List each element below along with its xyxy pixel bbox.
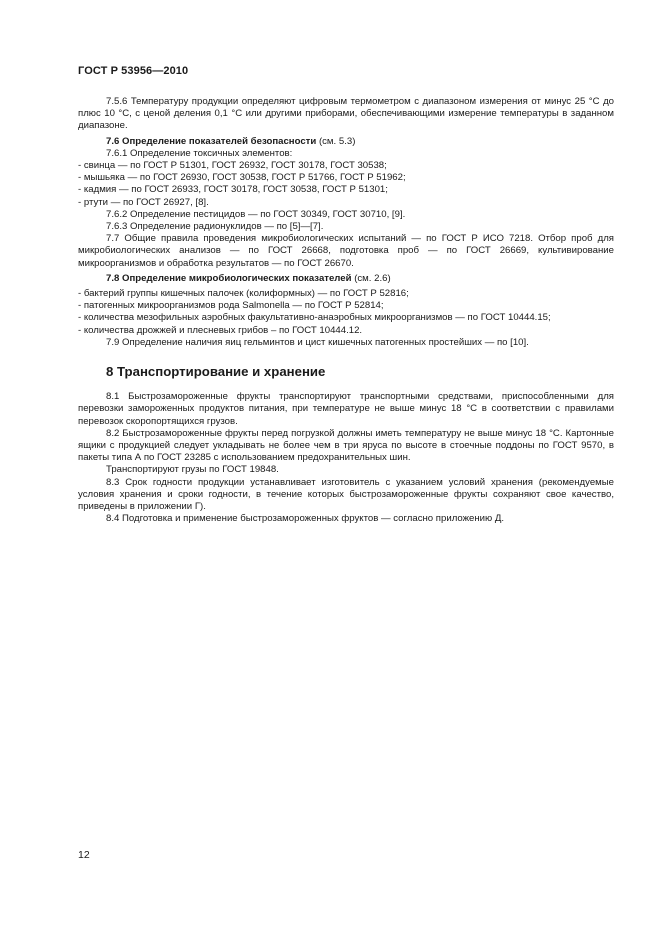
list-item-cadmium: - кадмия — по ГОСТ 26933, ГОСТ 30178, ГОСТ 30538, ГОСТ Р 51301; — [78, 184, 388, 196]
heading-7-6-ref: (см. 5.3) — [318, 135, 356, 147]
heading-7-8-title: Определение микробиологических показателей — [122, 272, 352, 284]
heading-7-8-ref: (см. 2.6) — [354, 272, 391, 284]
list-item-coliforms: - бактерий группы кишечных палочек (колиформных) — по ГОСТ Р 52816; — [78, 288, 409, 300]
list-item-mesophilic: - количества мезофильных аэробных факультативно-анаэробных микроорганизмов — по ГОСТ 10444.15; — [78, 312, 551, 324]
list-item-mercury: - ртути — по ГОСТ 26927, [8]. — [78, 196, 209, 208]
section-heading-8: 8 Транспортирование и хранение — [106, 364, 326, 380]
paragraph-7-9: 7.9 Определение наличия яиц гельминтов и цист кишечных патогенных простейших — по [10]. — [106, 336, 529, 348]
paragraph-7-6-2: 7.6.2 Определение пестицидов — по ГОСТ 30349, ГОСТ 30710, [9]. — [106, 208, 406, 220]
paragraph-7-5-6: 7.5.6 Температуру продукции определяют цифровым термометром с диапазоном измерения от минус 25 °С до плюс 10 °С, с ценой деления 0,1 °С или другими приборами, обеспечивающими измерение температуры в заданном диапазоне. — [78, 96, 614, 132]
heading-7-6-number: 7.6 — [106, 135, 120, 147]
standard-header: ГОСТ Р 53956—2010 — [78, 65, 189, 77]
list-item-yeast-mold: - количества дрожжей и плесневых грибов – по ГОСТ 10444.12. — [78, 324, 363, 336]
paragraph-8-4: 8.4 Подготовка и применение быстрозамороженных фруктов — согласно приложению Д. — [106, 513, 505, 525]
paragraph-8-2: 8.2 Быстрозамороженные фрукты перед погрузкой должны иметь температуру не выше минус 18 °С. Картонные ящики с продукцией следует укладывать не более чем в три яруса по высоте в стоечные поддоны по ГОСТ 9570, в пакеты типа А по ГОСТ 23285 с использованием предохранительных шин. — [78, 427, 614, 464]
heading-7-8 — [78, 273, 614, 285]
list-item-salmonella: - патогенных микроорганизмов рода Salmonella — по ГОСТ Р 52814; — [78, 300, 384, 312]
list-item-lead: - свинца — по ГОСТ Р 51301, ГОСТ 26932, ГОСТ 30178, ГОСТ 30538; — [78, 160, 387, 172]
heading-7-6 — [78, 136, 614, 148]
page-number: 12 — [78, 849, 90, 861]
paragraph-8-3: 8.3 Срок годности продукции устанавливает изготовитель с указанием условий хранения (рекомендуемые условия хранения и сроки годности, в течение которых быстрозамороженные фрукты сохраняют свое качество, приведены в приложении Г). — [78, 476, 614, 513]
paragraph-8-2-transport: Транспортируют грузы по ГОСТ 19848. — [106, 464, 279, 476]
paragraph-7-7: 7.7 Общие правила проведения микробиологических испытаний — по ГОСТ Р ИСО 7218. Отбор проб для микробиологических анализов — по ГОСТ 26668, подготовка проб — по ГОСТ 26669, культивирование микроорганизмов и обработка результатов — по ГОСТ 26670. — [78, 233, 614, 269]
document-body — [78, 96, 614, 526]
paragraph-8-1: 8.1 Быстрозамороженные фрукты транспортируют транспортными средствами, приспособленными для перевозки замороженных продуктов питания, при температуре не выше минус 18 °С в соответствии с правилами перевозок скоропортящихся грузов. — [78, 391, 614, 427]
paragraph-7-6-1: 7.6.1 Определение токсичных элементов: — [106, 147, 293, 159]
heading-7-8-number: 7.8 — [106, 272, 120, 284]
paragraph-7-6-3: 7.6.3 Определение радионуклидов — по [5]—[7]. — [106, 221, 324, 233]
heading-7-6-title: Определение показателей безопасности — [122, 135, 317, 147]
list-item-arsenic: - мышьяка — по ГОСТ 26930, ГОСТ 30538, ГОСТ Р 51766, ГОСТ Р 51962; — [78, 172, 406, 184]
